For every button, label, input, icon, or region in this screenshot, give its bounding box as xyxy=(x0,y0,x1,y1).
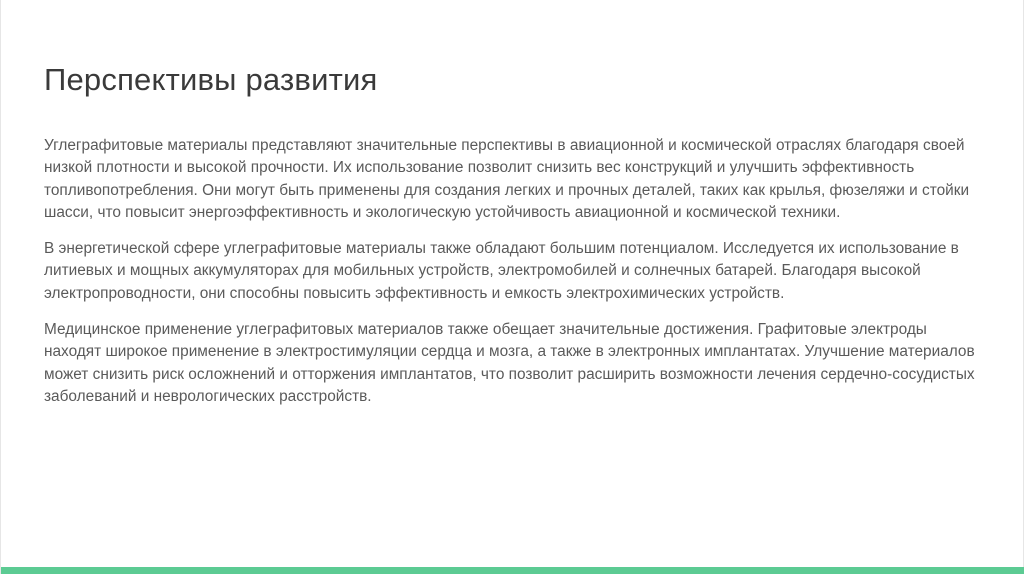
slide-title: Перспективы развития xyxy=(44,62,378,97)
paragraph-energy: В энергетической сфере углеграфитовые материалы также обладают большим потенциалом. Исследуется их использование в литиевых и мощных аккумуляторах для мобильных устройств, электромобилей и солнечных батарей. Благодаря высокой электропроводности, они способны повысить эффективность и емкость электрохимических устройств. xyxy=(44,240,959,302)
paragraph-medicine: Медицинское применение углеграфитовых материалов также обещает значительные достижения. Графитовые электроды находят широкое применение в электростимуляции сердца и мозга, а также в электронных имплантатах. Улучшение материалов может снизить риск осложнений и отторжения имплантатов, что позволит расширить возможности лечения сердечно-сосудистых заболеваний и неврологических расстройств. xyxy=(44,321,975,405)
slide-body xyxy=(44,135,979,408)
paragraph-aerospace: Углеграфитовые материалы представляют значительные перспективы в авиационной и космической отраслях благодаря своей низкой плотности и высокой прочности. Их использование позволит снизить вес конструкций и улучшить эффективность топливопотребления. Они могут быть применены для создания легких и прочных деталей, таких как крылья, фюзеляжи и стойки шасси, что повысит энергоэффективность и экологическую устойчивость авиационной и космической техники. xyxy=(44,137,970,221)
footer-accent-bar xyxy=(1,567,1024,574)
